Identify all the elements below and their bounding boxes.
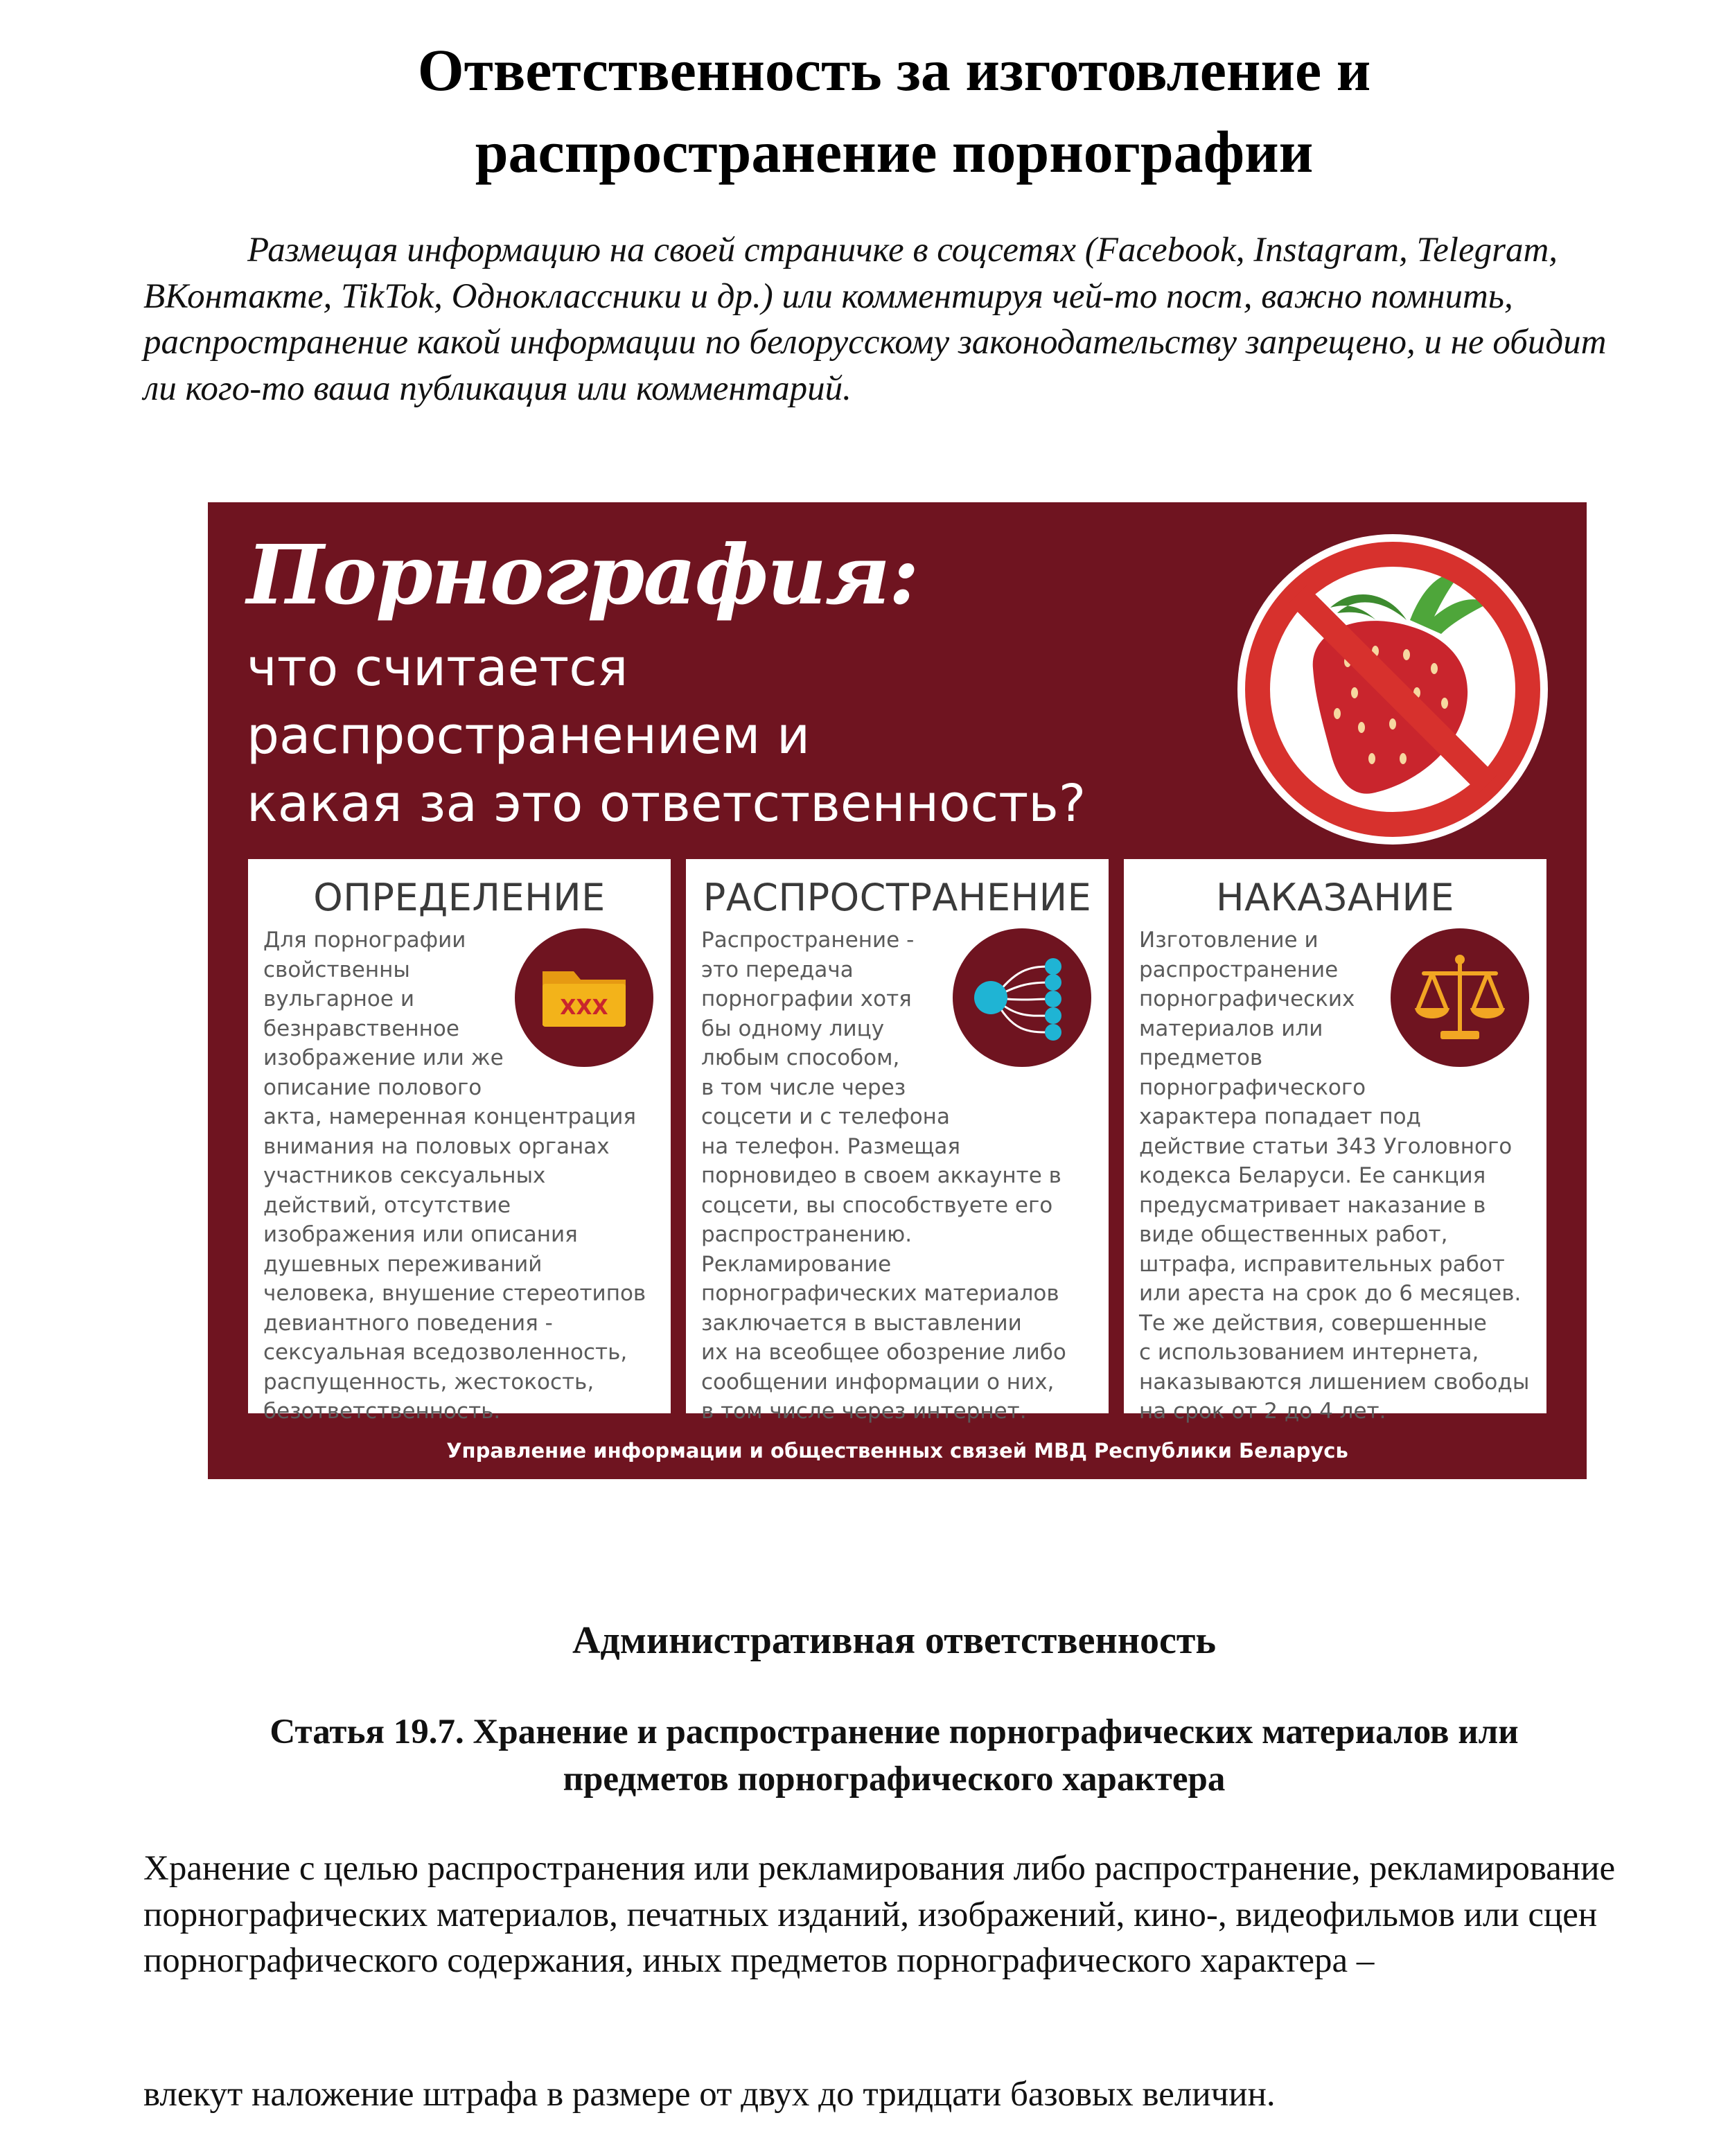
card-definition-icon-bg [515, 928, 653, 1067]
card-distribution-icon-bg [953, 928, 1091, 1067]
title-line-1: Ответственность за изготовление и [417, 37, 1371, 103]
title-line-2: распространение порнографии [475, 118, 1314, 185]
subtitle-line-2: распространением и [247, 706, 811, 766]
subtitle-line-3: какая за это ответственность? [247, 774, 1086, 833]
document-title [104, 29, 1684, 193]
article-heading [104, 1708, 1684, 1803]
section-heading-admin: Административная ответственность [572, 1619, 1217, 1662]
card-distribution-title: РАСПРОСТРАНЕНИЕ [703, 876, 1092, 919]
infographic-credit: Управление информации и общественных связей МВД Республики Беларусь [446, 1439, 1348, 1463]
article-heading-line-2: предметов порнографического характера [563, 1760, 1226, 1799]
card-distribution [686, 859, 1109, 1424]
article-heading-line-1: Статья 19.7. Хранение и распространение порнографических материалов или [270, 1713, 1519, 1751]
card-definition-title: ОПРЕДЕЛЕНИЕ [313, 876, 606, 919]
subtitle-line-1: что считается [247, 638, 628, 698]
card-definition-text: Для порнографии свойственны вульгарное и безнравственное изображение или же описание полового акта, намеренная концентрация внимания на половых органах участников сексуальных действий, отсутствие изображения или описания душевных переживаний человека, внушение стереотипов девиантного поведения - сексуальная вседозволенность, распущенность, жестокость, безответственность. [263, 928, 646, 1424]
card-punishment-text: Изготовление и распространение порнографических материалов или предметов порнографического характера попадает под действие статьи 343 Уголовного кодекса Беларуси. Ее санкция предусматривает наказание в виде общественных работ, штрафа, исправительных работ или ареста на срок до 6 месяцев. Те же действия, совершенные с использованием интернета, наказываются лишением свободы на срок от 2 до 4 лет. [1139, 928, 1530, 1424]
card-punishment-title: НАКАЗАНИЕ [1215, 876, 1454, 919]
infographic-title: Порнография: [247, 527, 918, 623]
card-punishment-icon-bg [1391, 928, 1529, 1067]
xxx-folder-icon [515, 928, 653, 1067]
article-body: Хранение с целью распространения или рекламирования либо распространение, рекламирование порнографических материалов, печатных изданий, изображений, кино-, видеофильмов или сцен порнографического содержания, иных предметов порнографического характера – [143, 1849, 1616, 1980]
card-punishment [1124, 859, 1546, 1424]
network-icon [953, 928, 1091, 1067]
forbidden-strawberry-icon [1233, 530, 1552, 849]
scales-icon [1391, 928, 1529, 1067]
infographic [208, 502, 1587, 1479]
intro-paragraph: Размещая информацию на своей страничке в соцсетях (Facebook, Instagram, Telegram, ВКонтакте, TikTok, Одноклассники и др.) или комментируя чей-то пост, важно помнить, распространение какой информации по белорусскому законодательству запрещено, и не обидит ли кого-то ваша публикация или комментарий. [143, 231, 1607, 408]
card-distribution-text: Распространение - это передача порнографии хотя бы одному лицу любым способом, в том числе через соцсети и с телефона на телефон. Размещая порновидео в своем аккаунте в соцсети, вы способствуете его распространению. Рекламирование порнографических материалов заключается в выставлении их на всеобщее обозрение либо сообщении информации о них, в том числе через интернет. [701, 928, 1066, 1424]
infographic-subtitle [247, 634, 1286, 838]
card-definition [248, 859, 671, 1424]
xxx-label: XXX [560, 996, 608, 1020]
article-penalty: влекут наложение штрафа в размере от двух до тридцати базовых величин. [143, 2075, 1276, 2114]
